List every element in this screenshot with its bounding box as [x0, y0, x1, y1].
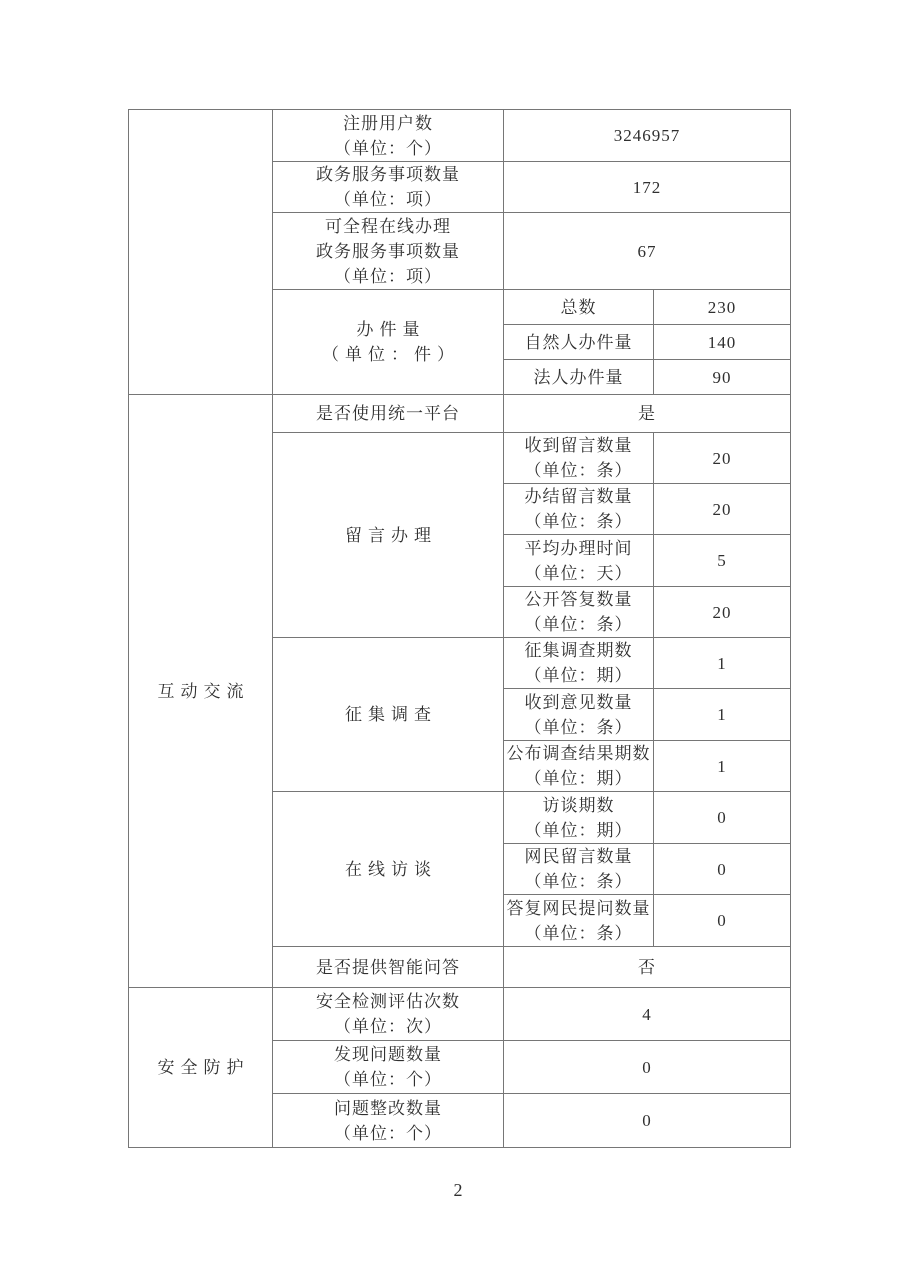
row-label: 问题整改数量: [334, 1098, 442, 1118]
row-unit: （单位：个）: [334, 1123, 442, 1143]
value-survey-results-published: 1: [654, 741, 791, 792]
row-unit: （单位：条）: [524, 461, 633, 480]
value-smart-qa: 否: [504, 947, 791, 988]
label-registered-users: [273, 110, 504, 162]
row-label: 答复网民提问数量: [506, 898, 651, 918]
label-problems-rectified: [273, 1094, 504, 1148]
row-unit: （单位：条）: [524, 923, 633, 943]
value-cases-natural-person: 140: [654, 325, 791, 360]
row-label: 平均办理时间: [524, 538, 633, 558]
subitem-survey-periods: [504, 638, 654, 689]
label-message-handling-group: 留言办理: [273, 433, 504, 638]
value-netizen-questions-answered: 0: [654, 895, 791, 947]
row-label: 可全程在线办理: [325, 216, 451, 236]
row-unit: （单位：个）: [334, 138, 442, 158]
row-label: 公布调查结果期数: [506, 744, 651, 763]
row-unit: （单位：个）: [334, 1070, 442, 1089]
row-label: 收到意见数量: [524, 692, 633, 712]
row-unit: （单位：期）: [524, 769, 633, 788]
row-unit: （单位：条）: [524, 512, 633, 531]
value-online-items: 67: [504, 213, 791, 290]
row-label: 政务服务事项数量: [316, 165, 460, 184]
value-netizen-messages: 0: [654, 844, 791, 895]
category-cell-interaction: 互动交流: [129, 395, 273, 988]
subitem-survey-results-published: [504, 741, 654, 792]
label-online-items: [273, 213, 504, 290]
value-registered-users: 3246957: [504, 110, 791, 162]
label-problems-found: [273, 1041, 504, 1094]
value-interview-periods: 0: [654, 792, 791, 844]
label-service-items: [273, 162, 504, 213]
row-unit: （单位：件）: [322, 345, 460, 364]
value-problems-found: 0: [504, 1041, 791, 1094]
page-number: 2: [453, 1180, 463, 1200]
row-unit: （单位：项）: [334, 266, 442, 286]
value-survey-periods: 1: [654, 638, 791, 689]
row-unit: （单位：天）: [524, 563, 633, 583]
value-cases-legal-person: 90: [654, 360, 791, 395]
category-cell-security: 安全防护: [129, 988, 273, 1148]
row-label: 政务服务事项数量: [316, 241, 460, 261]
table-row: [129, 110, 791, 162]
value-public-replies: 20: [654, 587, 791, 638]
table-row: [129, 988, 791, 1041]
value-messages-received: 20: [654, 433, 791, 484]
label-cases-group: [273, 290, 504, 395]
label-smart-qa: 是否提供智能问答: [273, 947, 504, 988]
subitem-cases-legal-person: 法人办件量: [504, 360, 654, 395]
row-label: 网民留言数量: [524, 847, 633, 866]
value-messages-completed: 20: [654, 484, 791, 535]
row-label: 公开答复数量: [524, 590, 633, 609]
subitem-cases-natural-person: 自然人办件量: [504, 325, 654, 360]
value-cases-total: 230: [654, 290, 791, 325]
subitem-cases-total: 总数: [504, 290, 654, 325]
row-label: 安全检测评估次数: [316, 992, 460, 1011]
row-label: 办结留言数量: [524, 487, 633, 506]
label-survey-group: 征集调查: [273, 638, 504, 792]
subitem-opinions-received: [504, 689, 654, 741]
value-average-handling-time: 5: [654, 535, 791, 587]
subitem-average-handling-time: [504, 535, 654, 587]
label-interview-group: 在线访谈: [273, 792, 504, 947]
value-opinions-received: 1: [654, 689, 791, 741]
row-label: 收到留言数量: [524, 436, 633, 455]
row-unit: （单位：条）: [524, 717, 633, 737]
row-label: 注册用户数: [343, 113, 433, 133]
subitem-public-replies: [504, 587, 654, 638]
label-unified-platform: 是否使用统一平台: [273, 395, 504, 433]
row-unit: （单位：次）: [334, 1017, 442, 1036]
subitem-messages-completed: [504, 484, 654, 535]
value-problems-rectified: 0: [504, 1094, 791, 1148]
value-service-items: 172: [504, 162, 791, 213]
label-security-assessments: [273, 988, 504, 1041]
value-security-assessments: 4: [504, 988, 791, 1041]
subitem-interview-periods: [504, 792, 654, 844]
row-label: 办件量: [356, 320, 426, 339]
row-label: 征集调查期数: [524, 641, 633, 660]
value-unified-platform: 是: [504, 395, 791, 433]
category-cell-empty: [129, 110, 273, 395]
subitem-netizen-questions-answered: [504, 895, 654, 947]
row-unit: （单位：条）: [524, 615, 633, 634]
row-label: 发现问题数量: [334, 1045, 442, 1064]
row-unit: （单位：项）: [334, 190, 442, 209]
row-unit: （单位：条）: [524, 872, 633, 891]
report-table: [128, 109, 791, 1148]
subitem-netizen-messages: [504, 844, 654, 895]
row-unit: （单位：期）: [524, 666, 633, 685]
subitem-messages-received: [504, 433, 654, 484]
row-unit: （单位：期）: [524, 820, 633, 840]
row-label: 访谈期数: [542, 795, 615, 815]
table-row: [129, 395, 791, 433]
